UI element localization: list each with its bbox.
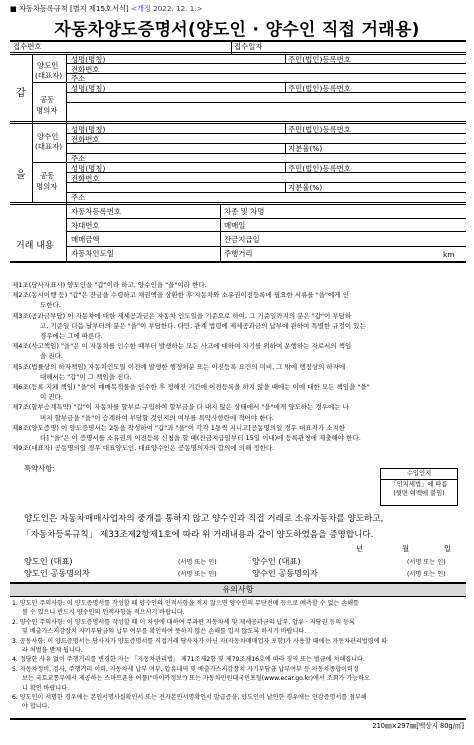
buyer-share-label: 지분율(%) <box>288 144 323 153</box>
notice-line: 6. 양도인이 서명한 경우에는 본인서명사실확인서 또는 전자본인서명확인서 발급증을, 양도인이 날인한 경우에는 인감증명서를 첨부해 <box>12 694 367 702</box>
seller-phone-label: 전화번호 <box>71 65 100 74</box>
notice-line: 야 합니다. <box>22 703 50 711</box>
notice-line: 5. 자동차정비, 검사, 주행거리 이력, 자동차세 납부 여부, 압류내역 및 배출가스저감장치 자기부담금 납부여부 등 자동차종합이력정 <box>12 665 359 673</box>
clause-line: 제6조(등록 지체 책임) "을"이 매매목적물을 인수한 후 정해진 기간에 이전등록을 하지 않을 때에는 이에 대한 모든 책임을 "을" <box>12 383 370 392</box>
special-terms-label: 특약사항: <box>24 464 56 473</box>
notice-line: 및 배출가스저감장치 자기부담금의 납부 여부를 확인하여 뜻하지 않은 손해를 입지 않도록 하시기 바랍니다. <box>22 628 307 636</box>
certification-line-2: 「자동차등록규칙」 제33조제2항제1호에 따라 위 거래내용과 같이 양도하였음을 증명합니다. <box>22 530 374 540</box>
buyer-rep-sign-label: 양수인 (대표) <box>252 556 301 566</box>
notice-line: 2. 양수인 주의사항: 이 양도증명서를 작성할 때 이 차량에 대하여 무과판 자동차세 및 제세공과금의 납부, 압류 · 저당권 등의 등록 <box>12 618 355 626</box>
party-a-label: 갑 <box>16 88 26 99</box>
seller-id-label: 주민(법인)등록번호 <box>288 55 351 64</box>
clause-line: 제4조(사고책임) "을"은 이 자동차를 인수한 때부터 발생하는 모든 사고에 대하여 자기를 위하여 운행하는 자로서의 책임 <box>12 342 352 351</box>
seller-label: 양도인 <box>37 61 59 70</box>
clause-line: 을 진다. <box>40 352 63 361</box>
clause-line: 머지 할부금을 "을"이 승계하여 부담할 것인지의 여부를 특약사항란에 적어야 한다. <box>40 413 274 422</box>
date-day: 일 <box>444 544 452 553</box>
seller-co-label-1: 공동 <box>40 95 55 104</box>
seller-co-sign-label: 양도인 공동명의자 <box>24 568 90 578</box>
buyer-phone-label: 전화번호 <box>71 135 100 144</box>
clause-line: 제3조(공과금부담) 이 자동차에 대한 제세공과금은 자동차 인도일을 기준으로 하여, 그 기준일까지의 분은 "갑"이 부담하 <box>12 311 352 320</box>
date-month: 월 <box>402 544 410 553</box>
vehicle-reg-no-label: 자동차등록번호 <box>71 207 121 216</box>
party-b-label: 을 <box>16 170 26 181</box>
document-title: 자동차양도증명서(양도인 · 양수인 직접 거래용) <box>54 20 420 40</box>
notice-line: 3. 공동사항: 이 양도증명서는 당사자가 양도증명서를 직접거래 당사자가 아닌 자(자동차매매업자 포함)가 사용할 때에는 자동차관리법령에 따 <box>12 637 388 645</box>
seller-rep-sign-label: 양도인 (대표) <box>24 556 73 566</box>
notice-line: 라 처벌을 받게 됩니다. <box>22 647 83 655</box>
clause-line: 제2조(동시이행 등) "갑"은 잔금을 수령하고 채권액을 상환한 후 자동차와 소유권이전등록에 필요한 서류를 "을"에게 인 <box>12 291 349 300</box>
notice-list <box>12 599 462 712</box>
form-header-prefix: ■ 자동차등록규칙 [별지 제15호서식] <box>10 4 131 13</box>
paper-spec: 210㎜×297㎜[백상지 80g/㎡] <box>372 722 464 730</box>
receipt-number-label: 접수번호 <box>13 42 42 51</box>
notice-line: 니 확인 바랍니다. <box>22 684 70 692</box>
sale-date-label: 매매일 <box>224 221 246 230</box>
seller-co-sign-mark: (서명 또는 인) <box>178 571 217 578</box>
clause-line: 대해서는 "갑"이 그 책임을 진다. <box>40 372 132 381</box>
clause-line: 제1조(당사자표시) 양도인을 "갑"이라 하고, 양수인을 "을"이라 한다. <box>12 281 207 289</box>
buyer-label: 양수인 <box>37 132 59 141</box>
buyer-rep-sign-mark: (서명 또는 인) <box>407 559 446 566</box>
buyer-co-label-2: 명의자 <box>36 182 58 191</box>
clause-line: 제9조(대표자) 공동명의일 경우 대표양도인, 대표양수인은 공동명의자의 합의에 의해 정한다. <box>12 444 275 453</box>
balance-date-label: 잔금지급일 <box>224 235 260 244</box>
sale-amount-label: 매매금액 <box>71 235 100 244</box>
vehicle-model-label: 차종 및 차명 <box>224 207 265 216</box>
footer-rule <box>10 718 466 720</box>
handover-date-label: 자동차인도일 <box>71 249 114 258</box>
stamp-law: 「인지세법」에 따름 <box>390 481 448 488</box>
vin-label: 차대번호 <box>71 221 100 230</box>
seller-co-id-label: 주민(법인)등록번호 <box>288 84 351 93</box>
clause-line: 다] "을"은 이 증명서를 소유권의 이전등록 신청을 할 때(잔금지급일부터 15일 이내)에 등록관청에 제출해야 한다. <box>40 434 361 443</box>
clause-line: 고, 기준일 다음 날부터의 분은 "을"이 부담한다. 다만, 관계 법령에 제세공과금의 납부에 관하여 특별한 규정이 있는 <box>40 321 366 330</box>
buyer-name-label: 성명(명칭) <box>71 125 106 134</box>
form-header <box>10 4 203 14</box>
notice-line: 1. 양도인 주의사항: 이 양도증명서를 작성할 때 양수인의 인적사항을 적지 않으면 양수인의 무단전매 등으로 예측할 수 없는 손해를 <box>12 600 359 607</box>
buyer-address-label: 주소 <box>71 154 86 163</box>
stamp-title: 수입인지 <box>381 469 457 480</box>
receipt-date-label: 접수일자 <box>234 42 263 51</box>
certification-line-1: 양도인은 자동차매매사업자의 중개를 통하지 않고 양수인과 직접 거래로 소유자동차를 양도하고, <box>24 514 384 524</box>
clause-line: 제5조(법률상의 하자책임) 자동차인도일 이전에 발생한 행정처분 또는 이전등록 요건의 미비, 그 밖에 행정상의 하자에 <box>12 362 346 371</box>
clause-line: 도한다. <box>40 301 61 310</box>
notice-line: 4. 정당한 사유 없이 주행거리를 변경한 자는 「자동차관리법」 제71조제2항 및 제79조제16호에 따라 징역 또는 벌금에 처해집니다. <box>12 656 365 664</box>
buyer-id-label: 주민(법인)등록번호 <box>288 125 351 134</box>
revision-date: <개정 2022. 12. 1.> <box>130 4 203 13</box>
terms-clauses <box>12 280 462 453</box>
clause-line: 제7조(할부승계특약) "갑"이 자동차를 할부로 구입하여 할부금을 다 내지 않은 상태에서 "을"에게 양도하는 경우에는 나 <box>12 403 349 412</box>
buyer-rep-label: (대표자) <box>35 142 63 151</box>
buyer-co-sign-mark: (서명 또는 인) <box>407 571 446 578</box>
seller-co-name-label: 성명(명칭) <box>71 84 106 93</box>
seller-rep-sign-mark: (서명 또는 인) <box>178 559 217 566</box>
date-year: 년 <box>356 544 364 553</box>
buyer-co-sign-label: 양수인 공동명의자 <box>252 568 318 578</box>
seller-co-label-2: 명의자 <box>36 106 58 115</box>
transfer-table <box>10 40 466 277</box>
mileage-label: 주행거리 <box>224 249 253 258</box>
stamp-note: (뒷면 여백에 붙임) <box>393 490 445 497</box>
deal-section-label: 거래 내용 <box>16 241 54 251</box>
buyer-co-name-label: 성명(명칭) <box>71 164 106 173</box>
buyer-co-phone-label: 전화번호 <box>71 174 100 183</box>
clause-line: 경우에는 그에 따른다. <box>40 332 103 341</box>
buyer-co-address-label: 주소 <box>71 193 86 202</box>
clause-line: 제8조(양도증명) 이 양도증명서는 2통을 작성하여 "갑"과 "을"이 각각 1통씩 지니고[공동명의일 경우 대표자가 소지한 <box>12 423 346 432</box>
km-unit: km <box>443 250 455 259</box>
seller-rep-label: (대표자) <box>35 71 63 80</box>
buyer-co-id-label: 주민(법인)등록번호 <box>288 164 351 173</box>
notice-title: 유의사항 <box>10 584 466 596</box>
buyer-co-share-label: 지분율(%) <box>288 183 323 192</box>
notice-line: 볼 수 있으니 반드시 양수인의 인적사항을 적으시기 바랍니다. <box>22 609 185 617</box>
seller-address-label: 주소 <box>71 74 86 83</box>
buyer-co-label-1: 공동 <box>40 171 55 180</box>
notice-line: 보는 국토교통부에서 제공하는 스마트폰용 어플("마이카정보") 또는 자동차민원대국민포털(www.ecar.go.kr)에서 조회가 가능하오 <box>22 675 370 683</box>
revenue-stamp-box <box>380 468 458 506</box>
seller-name-label: 성명(명칭) <box>71 55 106 64</box>
clause-line: 이 진다. <box>40 393 63 402</box>
notice-rule-mid <box>10 596 466 597</box>
